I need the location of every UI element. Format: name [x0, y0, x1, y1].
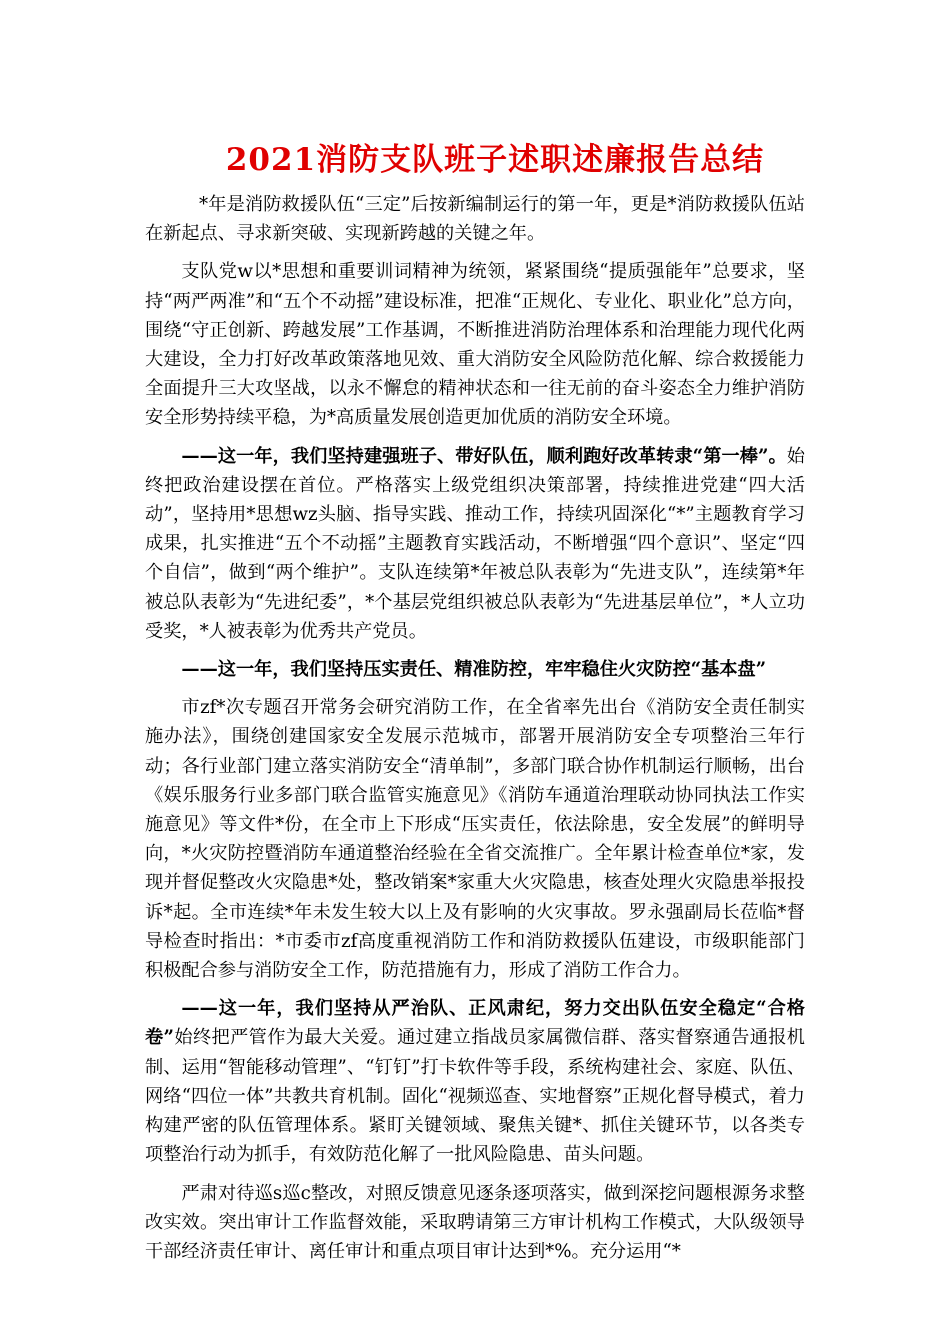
paragraph-5: 市zf*次专题召开常务会研究消防工作，在全省率先出台《消防安全责任制实施办法》，围绕创建国家安全发展示范城市，部署开展消防安全专项整治三年行动；各行业部门建立落实消防安全“清单制”，多部门联合协作机制运行顺畅，出台《娱乐服务行业多部门联合监管实施意见》《消防车通道治理联动协同执法工作实施意见》等文件*份，在全市上下形成“压实责任，依法除患，安全发展”的鲜明导向，*火灾防控暨消防车通道整治经验在全省交流推广。全年累计检查单位*家，发现并督促整改火灾隐患*处，整改销案*家重大火灾隐患，核查处理火灾隐患举报投诉*起。全市连续*年未发生较大以上及有影响的火灾事故。罗永强副局长莅临*督导检查时指出：*市委市zf高度重视消防工作和消防救援队伍建设，市级职能部门积极配合参与消防安全工作，防范措施有力，形成了消防工作合力。 — [145, 697, 805, 982]
paragraph-6 — [145, 994, 805, 1169]
document-body — [145, 190, 805, 1275]
paragraph-3-text: 始终把政治建设摆在首位。严格落实上级党组织决策部署，持续推进党建“四大活动”，坚持用*思想wz头脑、指导实践、推动工作，持续巩固深化“*”主题教育学习成果，扎实推进“五个不动摇”主题教育实践活动，不断增强“四个意识”、坚定“四个自信”，做到“两个维护”。支队连续第*年被总队表彰为“先进支队”，连续第*年被总队表彰为“先进纪委”，*个基层党组织被总队表彰为“先进基层单位”，*人立功受奖，*人被表彰为优秀共产党员。 — [145, 445, 805, 642]
document-title-text: 2021消防支队班子述职述廉报告总结 — [225, 142, 765, 178]
paragraph-7: 严肃对待巡s巡c整改，对照反馈意见逐条逐项落实，做到深挖问题根源务求整改实效。突出审计工作监督效能，采取聘请第三方审计机构工作模式，大队级领导干部经济责任审计、离任审计和重点项目审计达到*%。充分运用“* — [145, 1182, 805, 1262]
paragraph-3-heading: ——这一年，我们坚持建强班子、带好队伍，顺利跑好改革转隶“第一棒”。 — [181, 445, 787, 467]
paragraph-1-text: *年是消防救援队伍“三定”后按新编制运行的第一年，更是*消防救援队伍站在新起点、寻求新突破、实现新跨越的关键之年。 — [145, 194, 805, 245]
paragraph-4-heading: ——这一年，我们坚持压实责任、精准防控，牢牢稳住火灾防控“基本盘” — [181, 659, 767, 681]
paragraph-3 — [145, 442, 805, 646]
document-title — [0, 138, 950, 182]
paragraph-1 — [145, 190, 805, 248]
paragraph-6-text: 始终把严管作为最大关爱。通过建立指战员家属微信群、落实督察通告通报机制、运用“智能移动管理”、“钉钉”打卡软件等手段，系统构建社会、家庭、队伍、网络“四位一体”共教共育机制。固化“视频巡查、实地督察”正规化督导模式，着力构建严密的队伍管理体系。紧盯关键领域、聚焦关键*、抓住关键环节，以各类专项整治行动为抓手，有效防范化解了一批风险隐患、苗头问题。 — [145, 1027, 805, 1166]
paragraph-2: 支队党w以*思想和重要训词精神为统领，紧紧围绕“提质强能年”总要求，坚持“两严两准”和“五个不动摇”建设标准，把准“正规化、专业化、职业化”总方向，围绕“守正创新、跨越发展”工作基调，不断推进消防治理体系和治理能力现代化两大建设，全力打好改革政策落地见效、重大消防安全风险防范化解、综合救援能力全面提升三大攻坚战，以永不懈怠的精神状态和一往无前的奋斗姿态全力维护消防安全形势持续平稳，为*高质量发展创造更加优质的消防安全环境。 — [145, 261, 805, 429]
paragraph-6-heading: ——这一年，我们坚持从严治队、正风肃纪，努力交出队伍安全稳定“合格卷” — [145, 998, 805, 1049]
